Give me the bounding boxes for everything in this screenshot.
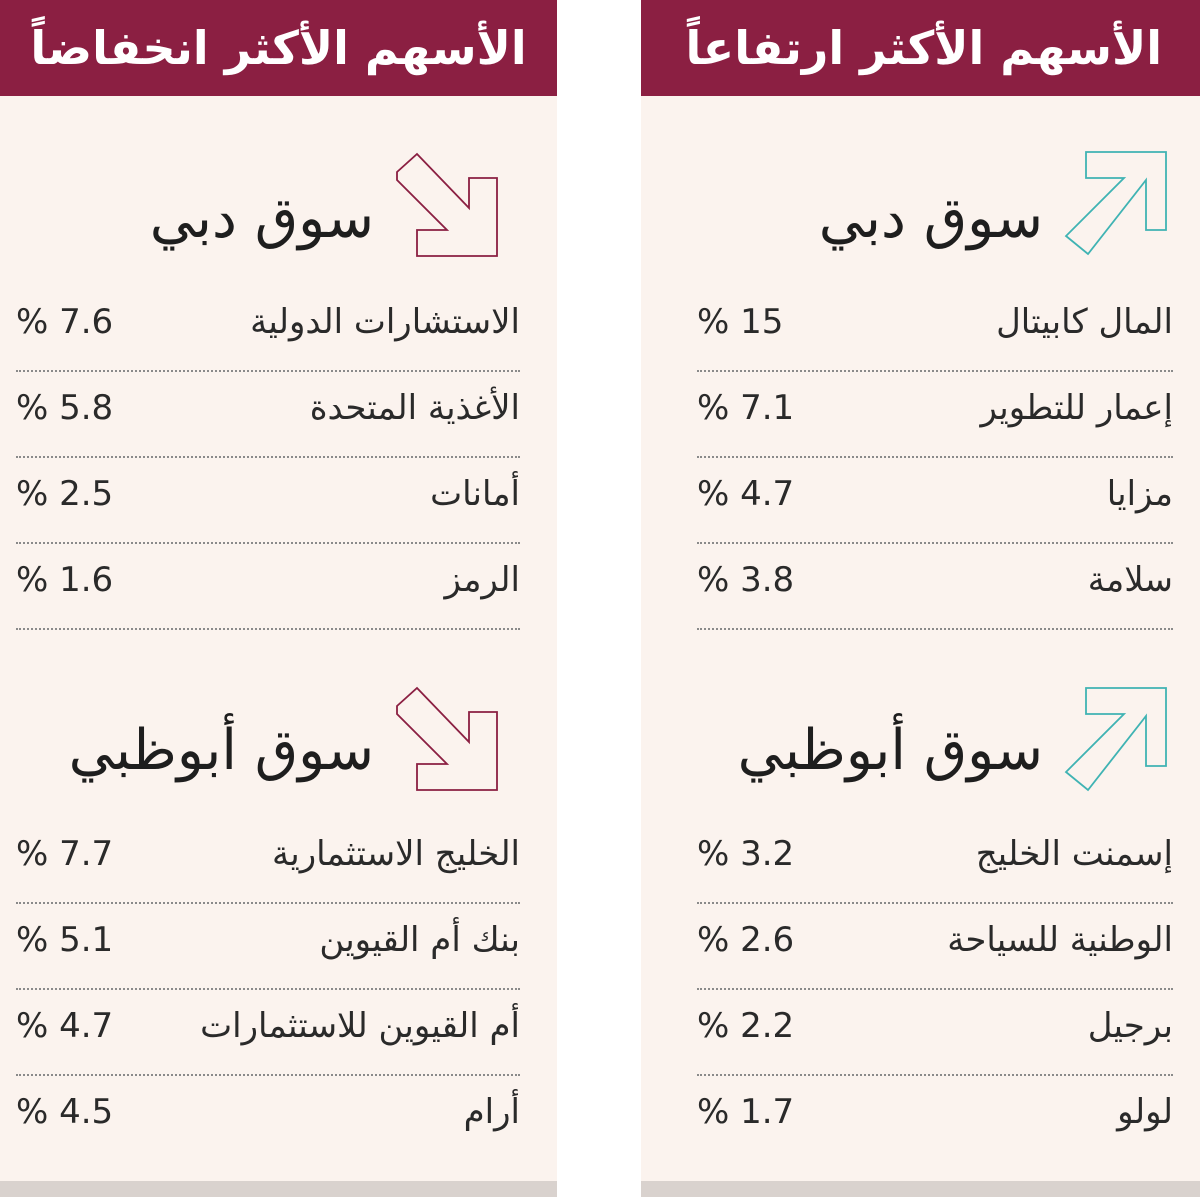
stock-change: % 7.1 [697,388,795,428]
table-row [697,1076,1173,1148]
arrow-up-right-icon [1064,686,1168,794]
losers-panel [0,0,557,1197]
stock-name: الرمز [444,560,520,600]
stock-change: % 2.5 [16,474,114,514]
losers-header [0,0,557,96]
stock-name: إسمنت الخليج [975,834,1173,874]
stock-name: المال كابيتال [996,302,1173,342]
row-divider [697,628,1173,630]
table-row [697,904,1173,990]
stock-name: الوطنية للسياحة [947,920,1173,960]
row-divider [16,628,520,630]
stock-name: أمانات [430,474,520,514]
stock-change: % 15 [697,302,784,342]
stock-change: % 5.1 [16,920,114,960]
table-row [697,818,1173,904]
table-row [16,1076,520,1148]
stock-change: % 3.8 [697,560,795,600]
stock-change: % 1.7 [697,1092,795,1132]
table-row [16,544,520,630]
arrow-up-right-icon [1064,150,1168,258]
gainers-dubai-title: سوق دبي [818,186,1043,251]
table-row [16,286,520,372]
stock-change: % 1.6 [16,560,114,600]
stock-change: % 4.5 [16,1092,114,1132]
stock-change: % 4.7 [16,1006,114,1046]
stock-change: % 7.7 [16,834,114,874]
stock-name: مزايا [1106,474,1173,514]
losers-dubai-title: سوق دبي [149,186,374,251]
arrow-down-right-icon [395,152,499,260]
stock-change: % 3.2 [697,834,795,874]
stock-name: الاستشارات الدولية [250,302,520,342]
stock-change: % 5.8 [16,388,114,428]
losers-title: الأسهم الأكثر انخفاضاً [30,21,527,75]
table-row [16,458,520,544]
stock-name: إعمار للتطوير [980,388,1173,428]
table-row [697,990,1173,1076]
stock-name: أم القيوين للاستثمارات [200,1006,520,1046]
gainers-abudhabi-title: سوق أبوظبي [737,718,1043,783]
stock-change: % 2.2 [697,1006,795,1046]
table-row [16,990,520,1076]
table-row [697,544,1173,630]
table-row [16,818,520,904]
stock-change: % 4.7 [697,474,795,514]
stock-name: الخليج الاستثمارية [272,834,520,874]
table-row [697,372,1173,458]
arrow-down-right-icon [395,686,499,794]
gainers-panel [641,0,1200,1197]
footer-bar [641,1181,1200,1197]
stock-change: % 2.6 [697,920,795,960]
table-row [697,286,1173,372]
stock-name: بنك أم القيوين [319,920,520,960]
stock-name: لولو [1117,1092,1173,1132]
stock-change: % 7.6 [16,302,114,342]
table-row [16,904,520,990]
stock-name: الأغذية المتحدة [309,388,520,428]
stock-name: برجيل [1087,1006,1173,1046]
stock-name: أرام [463,1092,520,1132]
gainers-header [641,0,1200,96]
stock-name: سلامة [1087,560,1173,600]
losers-abudhabi-title: سوق أبوظبي [68,718,374,783]
table-row [16,372,520,458]
footer-bar [0,1181,557,1197]
table-row [697,458,1173,544]
gainers-title: الأسهم الأكثر ارتفاعاً [685,21,1162,75]
